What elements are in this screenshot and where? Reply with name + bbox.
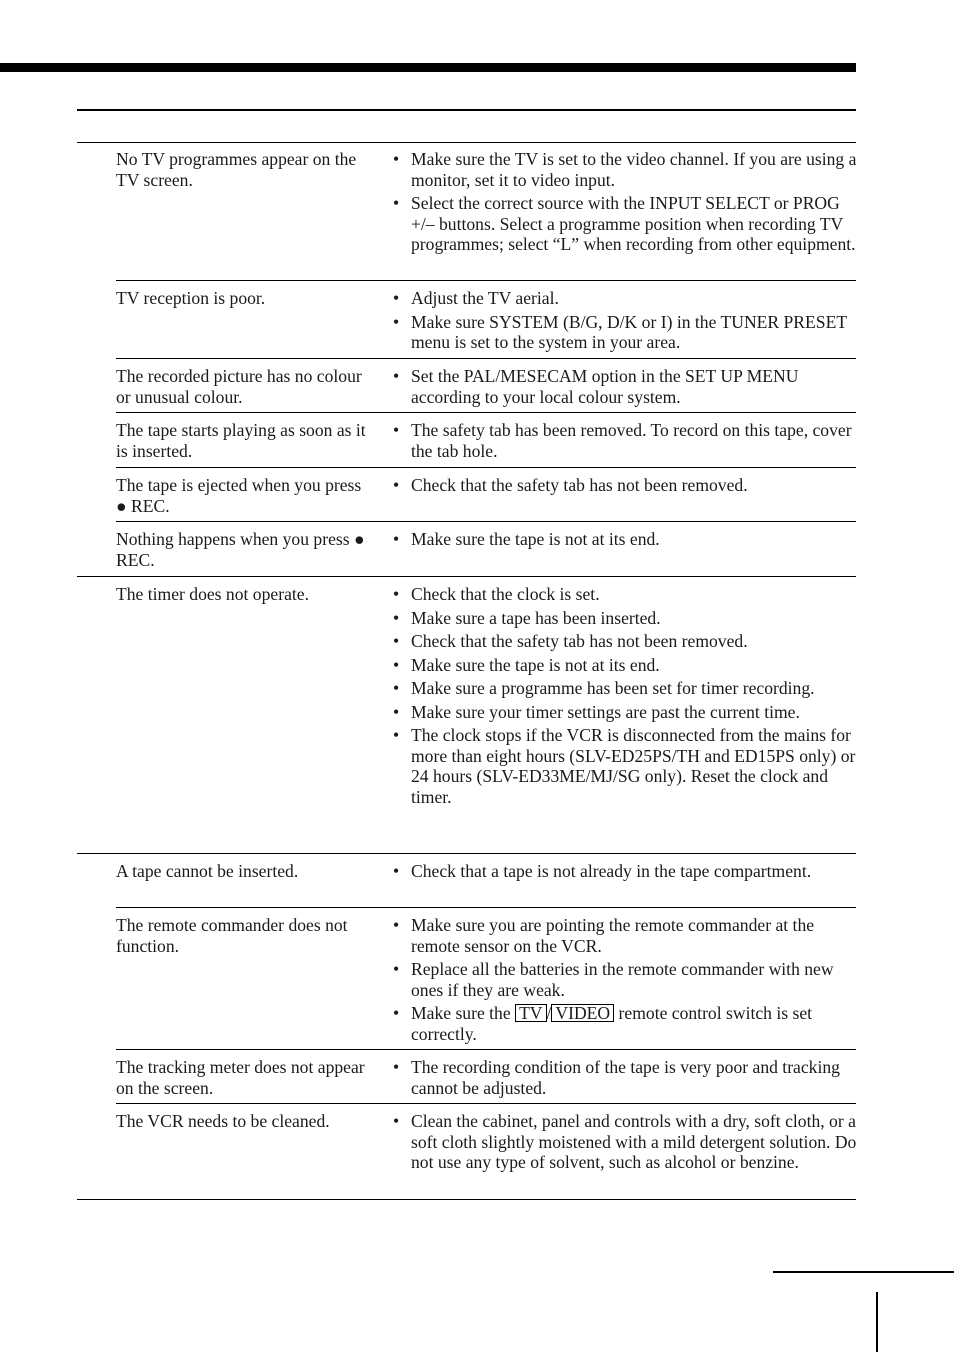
remedy-text: remote control switch is set correctly. [411, 1003, 813, 1044]
symptom-text: No TV programmes appear on the TV screen. [116, 149, 357, 190]
tv-switch-label: TV [515, 1004, 546, 1022]
symptom-text: The timer does not operate. [116, 584, 309, 604]
remedy-item: • Replace all the batteries in the remote commander with new ones if they are weak. [390, 959, 860, 1000]
header-rule [77, 109, 856, 111]
table-row [77, 142, 856, 281]
table-row [77, 522, 856, 577]
table-row [77, 908, 856, 1050]
symptom-text: TV reception is poor. [116, 288, 266, 308]
remedy-list [390, 420, 860, 464]
footer-rule [773, 1271, 954, 1273]
remedy-item: • Select the correct source with the INPUT SELECT or PROG +/– buttons. Select a programme position when recording TV programmes; select “L” when recording from other equipment. [390, 193, 860, 255]
table-row [77, 1104, 856, 1200]
table-row [77, 577, 856, 854]
remedy-list [390, 529, 860, 553]
header-bar [0, 63, 856, 72]
remedy-list [390, 861, 860, 885]
symptom-text: The tape is ejected when you press ● REC. [116, 475, 362, 516]
remedy-item: • The clock stops if the VCR is disconnected from the mains for more than eight hours (SLV-ED25PS/TH and ED15PS only) or 24 hours (SLV-ED33ME/MJ/SG only). Reset the clock and timer. [390, 725, 860, 807]
remedy-item: • Check that the safety tab has not been removed. [390, 631, 860, 652]
table-row [77, 854, 856, 908]
symptom-text: Nothing happens when you press ● REC. [116, 529, 365, 570]
remedy-item: • Make sure a tape has been inserted. [390, 608, 860, 629]
remedy-item: • Make sure your timer settings are past the current time. [390, 702, 860, 723]
remedy-list [390, 915, 860, 1047]
symptom-text: The tracking meter does not appear on the screen. [116, 1057, 365, 1098]
remedy-list [390, 1111, 860, 1176]
remedy-item: • Make sure a programme has been set for timer recording. [390, 678, 860, 699]
troubleshooting-table [77, 142, 856, 1200]
remedy-list [390, 475, 860, 499]
remedy-list [390, 1057, 860, 1101]
remedy-list [390, 366, 860, 410]
remedy-item: • Make sure the tape is not at its end. [390, 529, 860, 550]
table-bottom-rule [77, 1199, 856, 1200]
switch-separator: / [546, 1003, 552, 1023]
symptom-text: The remote commander does not function. [116, 915, 348, 956]
table-row [77, 1050, 856, 1104]
remedy-list [390, 584, 860, 810]
table-row [77, 468, 856, 522]
table-row [77, 413, 856, 468]
remedy-list [390, 288, 860, 356]
symptom-text: The VCR needs to be cleaned. [116, 1111, 330, 1131]
remedy-item: • Check that the safety tab has not been removed. [390, 475, 860, 496]
symptom-text: A tape cannot be inserted. [116, 861, 299, 881]
remedy-item: • Make sure SYSTEM (B/G, D/K or I) in the TUNER PRESET menu is set to the system in your area. [390, 312, 860, 353]
footer-side-rule [876, 1292, 878, 1352]
table-row [77, 359, 856, 413]
remedy-text: Make sure the [411, 1003, 516, 1023]
remedy-item: • The recording condition of the tape is very poor and tracking cannot be adjusted. [390, 1057, 860, 1098]
remedy-item: • Make sure you are pointing the remote commander at the remote sensor on the VCR. [390, 915, 860, 956]
remedy-list [390, 149, 860, 258]
remedy-item: • Set the PAL/MESECAM option in the SET UP MENU according to your local colour system. [390, 366, 860, 407]
table-row [77, 281, 856, 359]
remedy-item: • Check that a tape is not already in the tape compartment. [390, 861, 860, 882]
remedy-item: • Clean the cabinet, panel and controls with a dry, soft cloth, or a soft cloth slightly moistened with a mild detergent solution. Do not use any type of solvent, such as alcohol or benzine. [390, 1111, 860, 1173]
remedy-item: • Check that the clock is set. [390, 584, 860, 605]
remedy-item: • Make sure the TV is set to the video channel. If you are using a monitor, set it to video input. [390, 149, 860, 190]
remedy-item: • Adjust the TV aerial. [390, 288, 860, 309]
video-switch-label: VIDEO [551, 1004, 614, 1022]
remedy-item: • Make sure the tape is not at its end. [390, 655, 860, 676]
remedy-item: • The safety tab has been removed. To record on this tape, cover the tab hole. [390, 420, 860, 461]
remedy-item-switch [390, 1003, 860, 1044]
symptom-text: The recorded picture has no colour or unusual colour. [116, 366, 362, 407]
symptom-text: The tape starts playing as soon as it is inserted. [116, 420, 366, 461]
